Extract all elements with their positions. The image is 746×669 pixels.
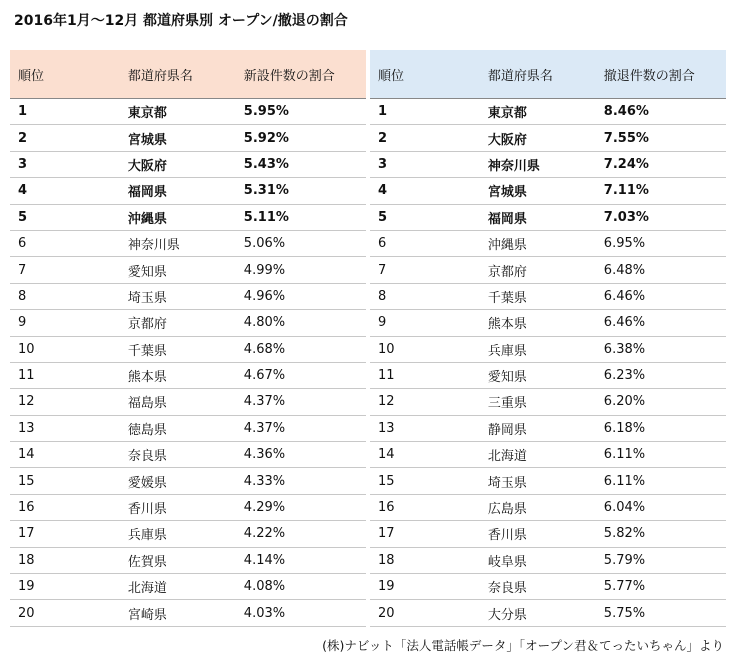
prefecture-cell: 兵庫県 (120, 521, 236, 547)
table-row (10, 600, 366, 626)
rank-cell: 9 (10, 310, 120, 336)
prefecture-cell: 沖縄県 (120, 204, 236, 230)
rank-cell: 6 (10, 230, 120, 256)
column-header-close-ratio: 撤退件数の割合 (596, 50, 726, 99)
table-row (10, 99, 366, 125)
prefecture-cell: 神奈川県 (120, 230, 236, 256)
table-row (10, 310, 366, 336)
ratio-cell: 6.48% (596, 257, 726, 283)
table-row (10, 547, 366, 573)
rank-cell: 13 (370, 415, 480, 441)
ratio-cell: 6.38% (596, 336, 726, 362)
prefecture-cell: 京都府 (120, 310, 236, 336)
closing-ratio-table-body (370, 99, 726, 627)
rank-cell: 2 (370, 125, 480, 151)
table-row (10, 521, 366, 547)
ratio-cell: 5.79% (596, 547, 726, 573)
ratio-cell: 6.18% (596, 415, 726, 441)
ratio-cell: 6.46% (596, 283, 726, 309)
closing-ratio-table (370, 50, 726, 627)
rank-cell: 17 (370, 521, 480, 547)
ratio-cell: 4.80% (236, 310, 366, 336)
ratio-cell: 4.22% (236, 521, 366, 547)
rank-cell: 15 (10, 468, 120, 494)
rank-cell: 17 (10, 521, 120, 547)
table-row (370, 99, 726, 125)
table-row (370, 125, 726, 151)
rank-cell: 16 (370, 494, 480, 520)
prefecture-cell: 宮城県 (480, 178, 596, 204)
ratio-cell: 5.43% (236, 151, 366, 177)
prefecture-cell: 東京都 (480, 99, 596, 125)
prefecture-cell: 静岡県 (480, 415, 596, 441)
ratio-cell: 7.55% (596, 125, 726, 151)
prefecture-cell: 東京都 (120, 99, 236, 125)
rank-cell: 3 (370, 151, 480, 177)
rank-cell: 12 (370, 389, 480, 415)
prefecture-cell: 大阪府 (480, 125, 596, 151)
ratio-cell: 6.95% (596, 230, 726, 256)
ratio-cell: 4.03% (236, 600, 366, 626)
ratio-cell: 4.67% (236, 362, 366, 388)
rank-cell: 9 (370, 310, 480, 336)
ratio-cell: 6.23% (596, 362, 726, 388)
table-row (370, 151, 726, 177)
prefecture-cell: 岐阜県 (480, 547, 596, 573)
prefecture-cell: 千葉県 (120, 336, 236, 362)
rank-cell: 15 (370, 468, 480, 494)
table-row (10, 362, 366, 388)
rank-cell: 12 (10, 389, 120, 415)
table-row (10, 151, 366, 177)
table-header-row (10, 50, 366, 99)
prefecture-cell: 大分県 (480, 600, 596, 626)
ratio-cell: 4.96% (236, 283, 366, 309)
table-row (370, 468, 726, 494)
table-row (370, 389, 726, 415)
prefecture-cell: 愛媛県 (120, 468, 236, 494)
column-header-prefecture: 都道府県名 (120, 50, 236, 99)
table-row (10, 336, 366, 362)
ratio-cell: 4.08% (236, 574, 366, 600)
prefecture-cell: 三重県 (480, 389, 596, 415)
table-row (370, 230, 726, 256)
opening-ratio-table (10, 50, 366, 627)
rank-cell: 20 (370, 600, 480, 626)
ratio-cell: 7.11% (596, 178, 726, 204)
rank-cell: 10 (370, 336, 480, 362)
table-row (10, 468, 366, 494)
ratio-cell: 6.11% (596, 442, 726, 468)
prefecture-cell: 福岡県 (480, 204, 596, 230)
prefecture-cell: 神奈川県 (480, 151, 596, 177)
table-row (370, 494, 726, 520)
ratio-cell: 4.37% (236, 415, 366, 441)
table-header-row (370, 50, 726, 99)
rank-cell: 14 (10, 442, 120, 468)
column-header-open-ratio: 新設件数の割合 (236, 50, 366, 99)
rank-cell: 14 (370, 442, 480, 468)
ratio-cell: 5.92% (236, 125, 366, 151)
prefecture-cell: 福岡県 (120, 178, 236, 204)
prefecture-cell: 愛知県 (480, 362, 596, 388)
ratio-cell: 5.77% (596, 574, 726, 600)
rank-cell: 11 (370, 362, 480, 388)
ratio-cell: 5.11% (236, 204, 366, 230)
ratio-cell: 4.36% (236, 442, 366, 468)
ratio-cell: 4.14% (236, 547, 366, 573)
table-row (370, 178, 726, 204)
column-header-rank: 順位 (370, 50, 480, 99)
ratio-cell: 4.99% (236, 257, 366, 283)
table-row (370, 257, 726, 283)
table-row (10, 230, 366, 256)
prefecture-cell: 熊本県 (120, 362, 236, 388)
table-row (370, 310, 726, 336)
prefecture-cell: 埼玉県 (120, 283, 236, 309)
ratio-cell: 7.24% (596, 151, 726, 177)
table-row (10, 574, 366, 600)
rank-cell: 5 (10, 204, 120, 230)
ratio-cell: 4.29% (236, 494, 366, 520)
page-title: 2016年1月〜12月 都道府県別 オープン/撤退の割合 (14, 13, 348, 29)
prefecture-cell: 福島県 (120, 389, 236, 415)
rank-cell: 8 (10, 283, 120, 309)
table-row (370, 521, 726, 547)
ratio-cell: 5.95% (236, 99, 366, 125)
prefecture-cell: 熊本県 (480, 310, 596, 336)
table-row (370, 362, 726, 388)
column-header-rank: 順位 (10, 50, 120, 99)
rank-cell: 6 (370, 230, 480, 256)
table-row (370, 600, 726, 626)
table-row (10, 204, 366, 230)
table-row (370, 283, 726, 309)
prefecture-cell: 北海道 (480, 442, 596, 468)
prefecture-cell: 香川県 (480, 521, 596, 547)
prefecture-cell: 徳島県 (120, 415, 236, 441)
table-row (10, 178, 366, 204)
ratio-cell: 6.20% (596, 389, 726, 415)
rank-cell: 11 (10, 362, 120, 388)
ratio-cell: 5.06% (236, 230, 366, 256)
rank-cell: 2 (10, 125, 120, 151)
prefecture-cell: 宮崎県 (120, 600, 236, 626)
prefecture-cell: 京都府 (480, 257, 596, 283)
rank-cell: 19 (370, 574, 480, 600)
prefecture-cell: 千葉県 (480, 283, 596, 309)
ratio-cell: 7.03% (596, 204, 726, 230)
rank-cell: 1 (10, 99, 120, 125)
table-row (10, 415, 366, 441)
source-note: (株)ナビット「法人電話帳データ」「オープン君＆てったいちゃん」より (322, 638, 724, 653)
ratio-cell: 5.31% (236, 178, 366, 204)
rank-cell: 18 (370, 547, 480, 573)
prefecture-cell: 沖縄県 (480, 230, 596, 256)
rank-cell: 19 (10, 574, 120, 600)
rank-cell: 7 (10, 257, 120, 283)
rank-cell: 10 (10, 336, 120, 362)
ratio-cell: 5.75% (596, 600, 726, 626)
column-header-prefecture: 都道府県名 (480, 50, 596, 99)
table-row (10, 442, 366, 468)
ratio-cell: 6.11% (596, 468, 726, 494)
table-row (10, 125, 366, 151)
table-row (370, 547, 726, 573)
table-row (10, 494, 366, 520)
ratio-cell: 4.37% (236, 389, 366, 415)
table-row (370, 204, 726, 230)
rank-cell: 20 (10, 600, 120, 626)
prefecture-cell: 佐賀県 (120, 547, 236, 573)
prefecture-cell: 埼玉県 (480, 468, 596, 494)
rank-cell: 7 (370, 257, 480, 283)
rank-cell: 18 (10, 547, 120, 573)
ratio-cell: 8.46% (596, 99, 726, 125)
opening-ratio-table-body (10, 99, 366, 627)
prefecture-cell: 兵庫県 (480, 336, 596, 362)
rank-cell: 1 (370, 99, 480, 125)
rank-cell: 8 (370, 283, 480, 309)
rank-cell: 13 (10, 415, 120, 441)
table-row (370, 415, 726, 441)
table-row (10, 283, 366, 309)
prefecture-cell: 大阪府 (120, 151, 236, 177)
rank-cell: 5 (370, 204, 480, 230)
prefecture-cell: 宮城県 (120, 125, 236, 151)
prefecture-cell: 愛知県 (120, 257, 236, 283)
ratio-cell: 4.68% (236, 336, 366, 362)
prefecture-cell: 奈良県 (480, 574, 596, 600)
table-row (370, 574, 726, 600)
rank-cell: 3 (10, 151, 120, 177)
prefecture-cell: 北海道 (120, 574, 236, 600)
prefecture-cell: 奈良県 (120, 442, 236, 468)
ratio-cell: 5.82% (596, 521, 726, 547)
prefecture-cell: 広島県 (480, 494, 596, 520)
ratio-cell: 6.46% (596, 310, 726, 336)
ratio-cell: 6.04% (596, 494, 726, 520)
rank-cell: 4 (370, 178, 480, 204)
table-row (370, 336, 726, 362)
table-row (10, 257, 366, 283)
prefecture-cell: 香川県 (120, 494, 236, 520)
table-row (370, 442, 726, 468)
table-row (10, 389, 366, 415)
rank-cell: 4 (10, 178, 120, 204)
ratio-cell: 4.33% (236, 468, 366, 494)
rank-cell: 16 (10, 494, 120, 520)
